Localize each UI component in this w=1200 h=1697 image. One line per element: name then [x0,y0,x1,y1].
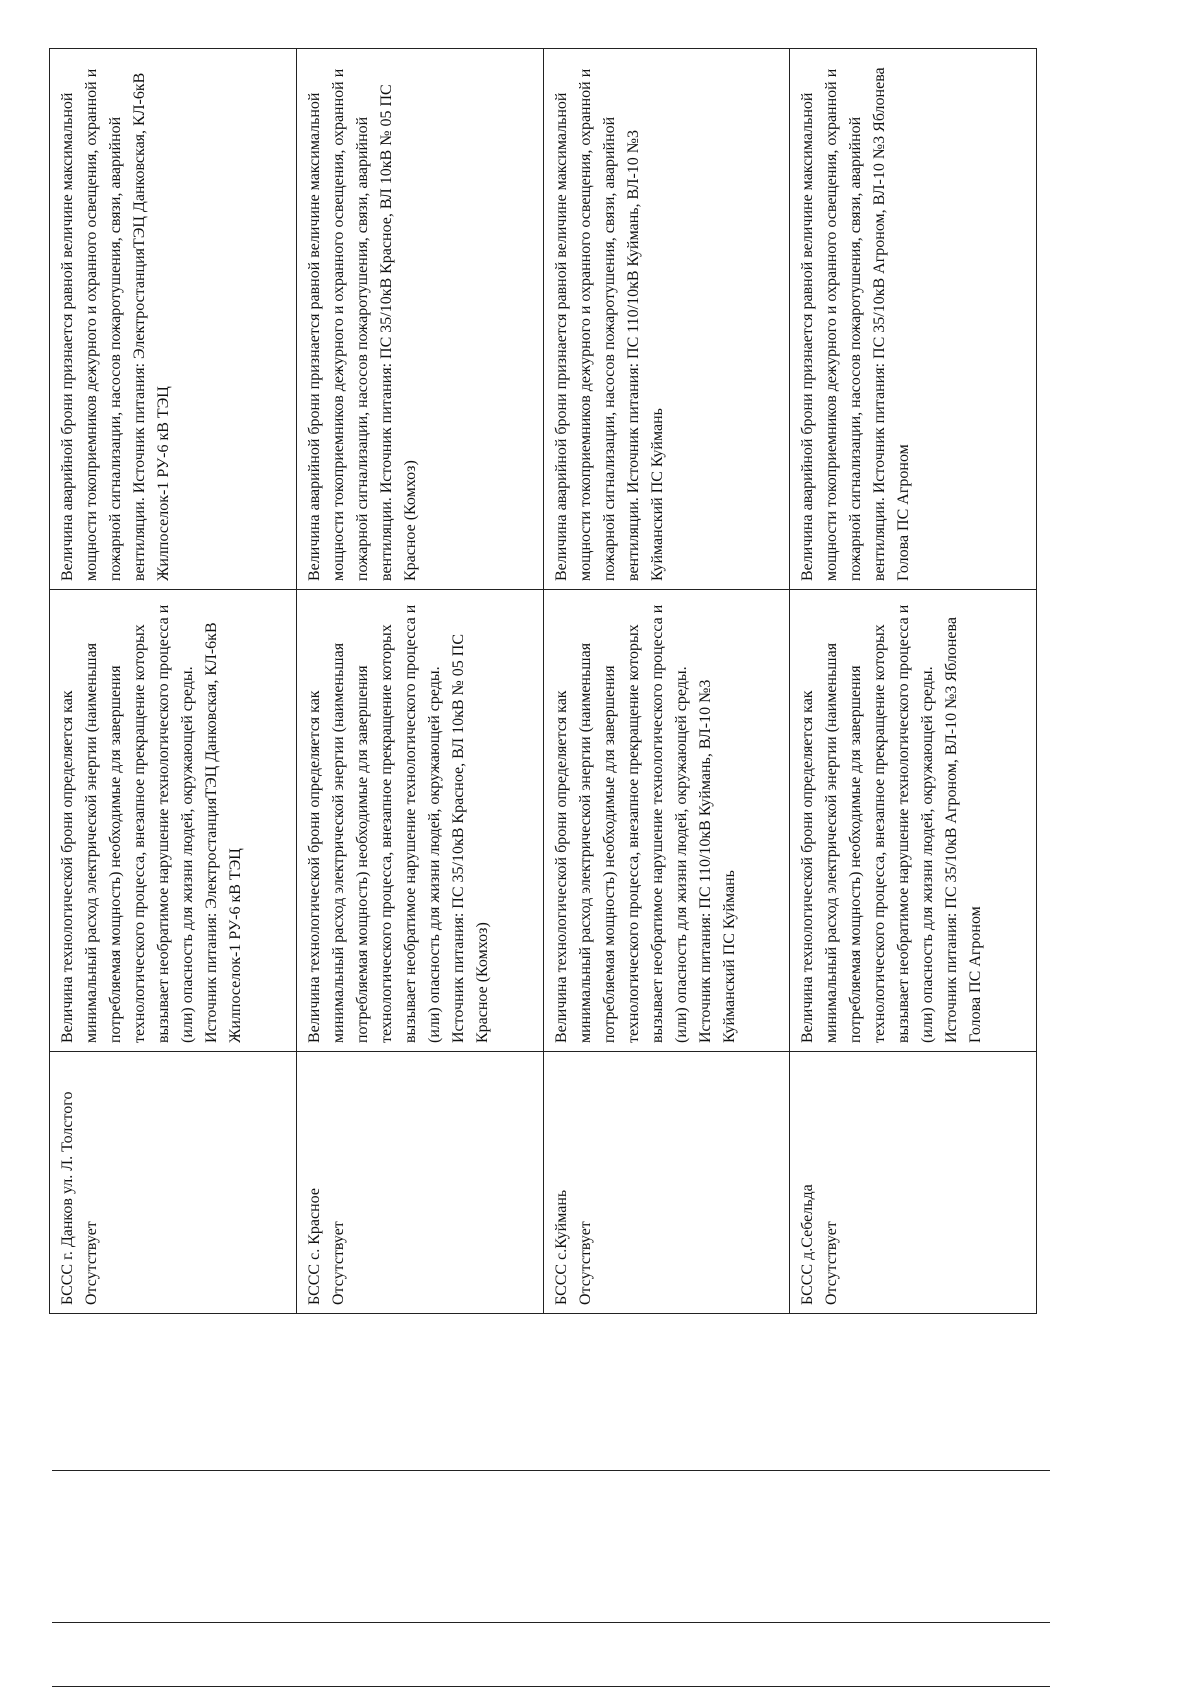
rotated-table-container [49,49,1037,1314]
object-name: БССС с.Куймань [552,1189,570,1305]
object-name-cell [296,1052,543,1314]
signature-rule-line [52,1470,1050,1471]
object-name-cell [790,1052,1037,1314]
tech-reserve-value: Отсутствует [576,1221,594,1305]
table-row [296,49,543,1314]
object-name: БССС д.Себельда [799,1184,817,1305]
tech-reserve-description-cell: Величина технологической брони определяется как минимальный расход электрической энергии (наименьшая потребляемая мощность) необходимые для завершения технологического процесса, внезапное прекращение которых вызывает необратимое нарушение технологического процесса и (или) опасность для жизни людей, окружающей среды. Источник питания: ПС 35/10кВ Агроном, ВЛ-10 №3 Яблонева Голова ПС Агроном [790,590,1037,1052]
signature-rule-line [52,1622,1050,1623]
object-name: БССС с. Красное [305,1188,323,1305]
emergency-reserve-description-cell: Величина аварийной брони признается равной величине максимальной мощности токоприемников дежурного и охранного освещения, охранной и пожарной сигнализации, насосов пожаротушения, связи, аварийной вентиляции. Источник питания: ЭлектростанцияТЭЦ Данковская, КЛ-6кВ Жилпоселок-1 РУ-6 кВ ТЭЦ [50,49,297,590]
tech-reserve-value: Отсутствует [329,1221,347,1305]
object-name-cell [543,1052,790,1314]
emergency-reserve-description-cell: Величина аварийной брони признается равной величине максимальной мощности токоприемников дежурного и охранного освещения, охранной и пожарной сигнализации, насосов пожаротушения, связи, аварийной вентиляции. Источник питания: ПС 110/10кВ Куймань, ВЛ-10 №3 Куйманский ПС Куймань [543,49,790,590]
signature-rule-line [52,1686,1050,1687]
emergency-reserve-description-cell: Величина аварийной брони признается равной величине максимальной мощности токоприемников дежурного и охранного освещения, охранной и пожарной сигнализации, насосов пожаротушения, связи, аварийной вентиляции. Источник питания: ПС 35/10кВ Агроном, ВЛ-10 №3 Яблонева Голова ПС Агроном [790,49,1037,590]
table-row [50,49,297,1314]
tech-reserve-description-cell: Величина технологической брони определяется как минимальный расход электрической энергии (наименьшая потребляемая мощность) необходимые для завершения технологического процесса, внезапное прекращение которых вызывает необратимое нарушение технологического процесса и (или) опасность для жизни людей, окружающей среды. Источник питания: ПС 35/10кВ Красное, ВЛ 10кВ № 05 ПС Красное (Комхоз) [296,590,543,1052]
object-name-cell [50,1052,297,1314]
emergency-reserve-description-cell: Величина аварийной брони признается равной величине максимальной мощности токоприемников дежурного и охранного освещения, охранной и пожарной сигнализации, насосов пожаротушения, связи, аварийной вентиляции. Источник питания: ПС 35/10кВ Красное, ВЛ 10кВ № 05 ПС Красное (Комхоз) [296,49,543,590]
power-reserve-table [49,48,1037,1314]
tech-reserve-description-cell: Величина технологической брони определяется как минимальный расход электрической энергии (наименьшая потребляемая мощность) необходимые для завершения технологического процесса, внезапное прекращение которых вызывает необратимое нарушение технологического процесса и (или) опасность для жизни людей, окружающей среды. Источник питания: ЭлектростанцияТЭЦ Данковская, КЛ-6кВ Жилпоселок-1 РУ-6 кВ ТЭЦ [50,590,297,1052]
tech-reserve-description-cell: Величина технологической брони определяется как минимальный расход электрической энергии (наименьшая потребляемая мощность) необходимые для завершения технологического процесса, внезапное прекращение которых вызывает необратимое нарушение технологического процесса и (или) опасность для жизни людей, окружающей среды. Источник питания: ПС 110/10кВ Куймань, ВЛ-10 №3 Куйманский ПС Куймань [543,590,790,1052]
object-name: БССС г. Данков ул. Л. Толстого [59,1091,76,1305]
tech-reserve-value: Отсутствует [823,1221,841,1305]
table-row [790,49,1037,1314]
table-row [543,49,790,1314]
tech-reserve-value: Отсутствует [83,1221,100,1305]
